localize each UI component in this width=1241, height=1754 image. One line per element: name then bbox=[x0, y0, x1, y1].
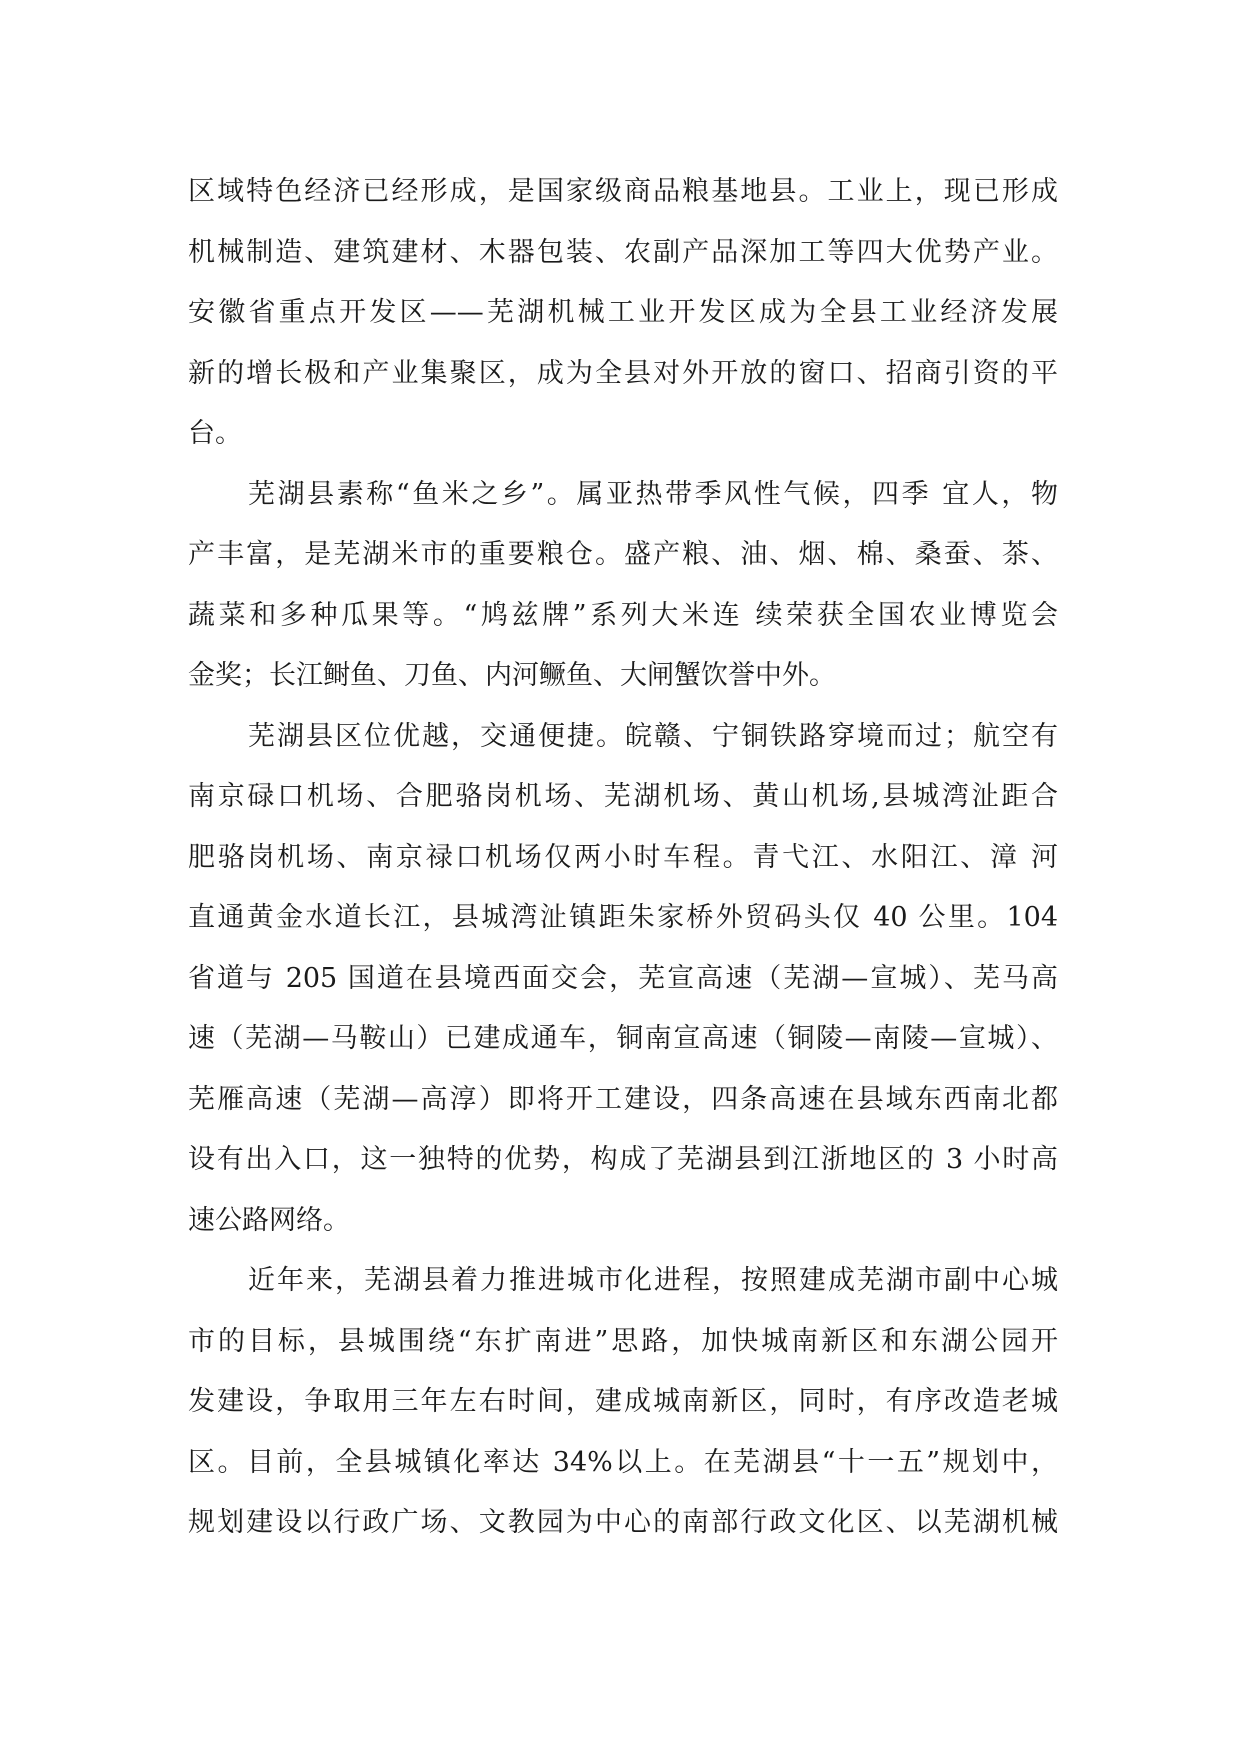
text-line: 近年来，芜湖县着力推进城市化进程，按照建成芜湖市副中心城 bbox=[248, 1265, 1058, 1296]
text-line: 直通黄金水道长江，县城湾沚镇距朱家桥外贸码头仅 40 公里。104 bbox=[188, 902, 1058, 933]
text-line: 省道与 205 国道在县境西面交会，芜宣高速（芜湖—宣城）、芜马高 bbox=[188, 962, 1058, 994]
text-line: 区域特色经济已经形成，是国家级商品粮基地县。工业上，现已形成 bbox=[188, 176, 1058, 207]
text-line: 蔬菜和多种瓜果等。“鸠兹牌”系列大米连 续荣获全国农业博览会 bbox=[188, 599, 1058, 631]
text-line: 发建设，争取用三年左右时间，建成城南新区，同时，有序改造老城 bbox=[188, 1386, 1058, 1417]
text-line: 台。 bbox=[188, 418, 242, 449]
text-line: 区。目前，全县城镇化率达 34%以上。在芜湖县“十一五”规划中， bbox=[188, 1446, 1058, 1478]
text-line: 肥骆岗机场、南京禄口机场仅两小时车程。青弋江、水阳江、漳 河 bbox=[188, 841, 1058, 873]
text-line: 产丰富，是芜湖米市的重要粮仓。盛产粮、油、烟、棉、桑蚕、茶、 bbox=[188, 539, 1058, 570]
text-line: 设有出入口，这一独特的优势，构成了芜湖县到江浙地区的 3 小时高 bbox=[188, 1144, 1058, 1175]
text-line: 速公路网络。 bbox=[188, 1204, 350, 1236]
text-line: 规划建设以行政广场、文教园为中心的南部行政文化区、以芜湖机械 bbox=[188, 1507, 1058, 1538]
text-line: 速（芜湖—马鞍山）已建成通车，铜南宣高速（铜陵—南陵—宣城）、 bbox=[188, 1023, 1058, 1054]
text-line: 市的目标，县城围绕“东扩南进”思路，加快城南新区和东湖公园开 bbox=[188, 1325, 1058, 1357]
text-line: 芜湖县素称“鱼米之乡”。属亚热带季风性气候，四季 宜人，物 bbox=[248, 478, 1058, 510]
text-line: 新的增长极和产业集聚区，成为全县对外开放的窗口、招商引资的平 bbox=[188, 357, 1058, 389]
text-line: 安徽省重点开发区——芜湖机械工业开发区成为全县工业经济发展 bbox=[188, 297, 1058, 328]
text-line: 芜湖县区位优越，交通便捷。皖赣、宁铜铁路穿境而过；航空有 bbox=[248, 720, 1058, 752]
text-line: 芜雁高速（芜湖—高淳）即将开工建设，四条高速在县域东西南北都 bbox=[188, 1083, 1058, 1115]
text-line: 南京碌口机场、合肥骆岗机场、芜湖机场、黄山机场,县城湾沚距合 bbox=[188, 781, 1058, 812]
text-line: 金奖；长江鲥鱼、刀鱼、内河鳜鱼、大闸蟹饮誉中外。 bbox=[188, 660, 836, 691]
text-line: 机械制造、建筑建材、木器包装、农副产品深加工等四大优势产业。 bbox=[188, 236, 1058, 268]
body-text bbox=[188, 162, 1058, 1554]
